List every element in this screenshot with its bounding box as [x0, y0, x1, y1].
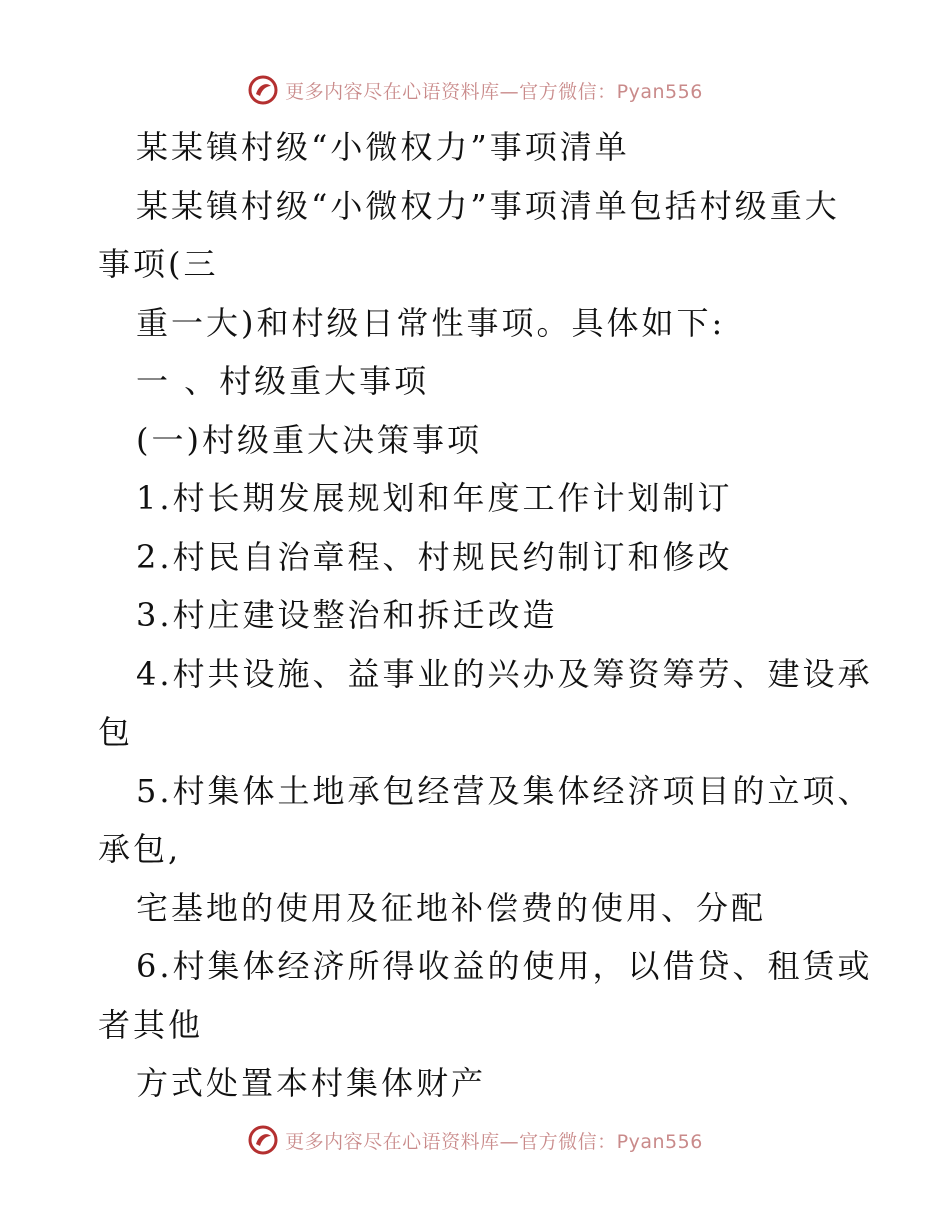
- text-line: 4.村共设施、益事业的兴办及筹资筹劳、建设承: [136, 654, 873, 693]
- text-line: 承包,: [98, 830, 182, 868]
- text-line: 1.村长期发展规划和年度工作计划制订: [136, 479, 733, 517]
- red-swirl-logo-icon: [247, 1124, 279, 1156]
- text-line: 方式处置本村集体财产: [136, 1064, 487, 1102]
- footer-banner-text: 更多内容尽在心语资料库—官方微信：Pyan556: [285, 1130, 703, 1153]
- text-line: 5.村集体土地承包经营及集体经济项目的立项、: [136, 771, 873, 810]
- footer-banner: [0, 1120, 950, 1160]
- document-body: [98, 118, 873, 1113]
- text-line: 重一大)和村级日常性事项。具体如下:: [136, 303, 726, 342]
- text-line: 某某镇村级“小微权力”事项清单包括村级重大: [136, 186, 840, 225]
- text-line: 一 、村级重大事项: [136, 362, 430, 400]
- header-banner: [0, 70, 950, 110]
- text-line: 2.村民自治章程、村规民约制订和修改: [136, 537, 733, 576]
- text-line: 某某镇村级“小微权力”事项清单: [136, 128, 630, 166]
- text-line: 事项(三: [98, 245, 219, 283]
- text-line: 宅基地的使用及征地补偿费的使用、分配: [136, 888, 767, 927]
- text-line: 者其他: [98, 1005, 204, 1044]
- text-line: 3.村庄建设整治和拆迁改造: [136, 596, 558, 634]
- header-banner-text: 更多内容尽在心语资料库—官方微信：Pyan556: [285, 80, 703, 103]
- text-line: (一)村级重大决策事项: [136, 420, 482, 459]
- red-swirl-logo-icon: [247, 74, 279, 106]
- text-line: 6.村集体经济所得收益的使用，以借贷、租赁或: [136, 947, 873, 985]
- text-line: 包: [98, 713, 134, 751]
